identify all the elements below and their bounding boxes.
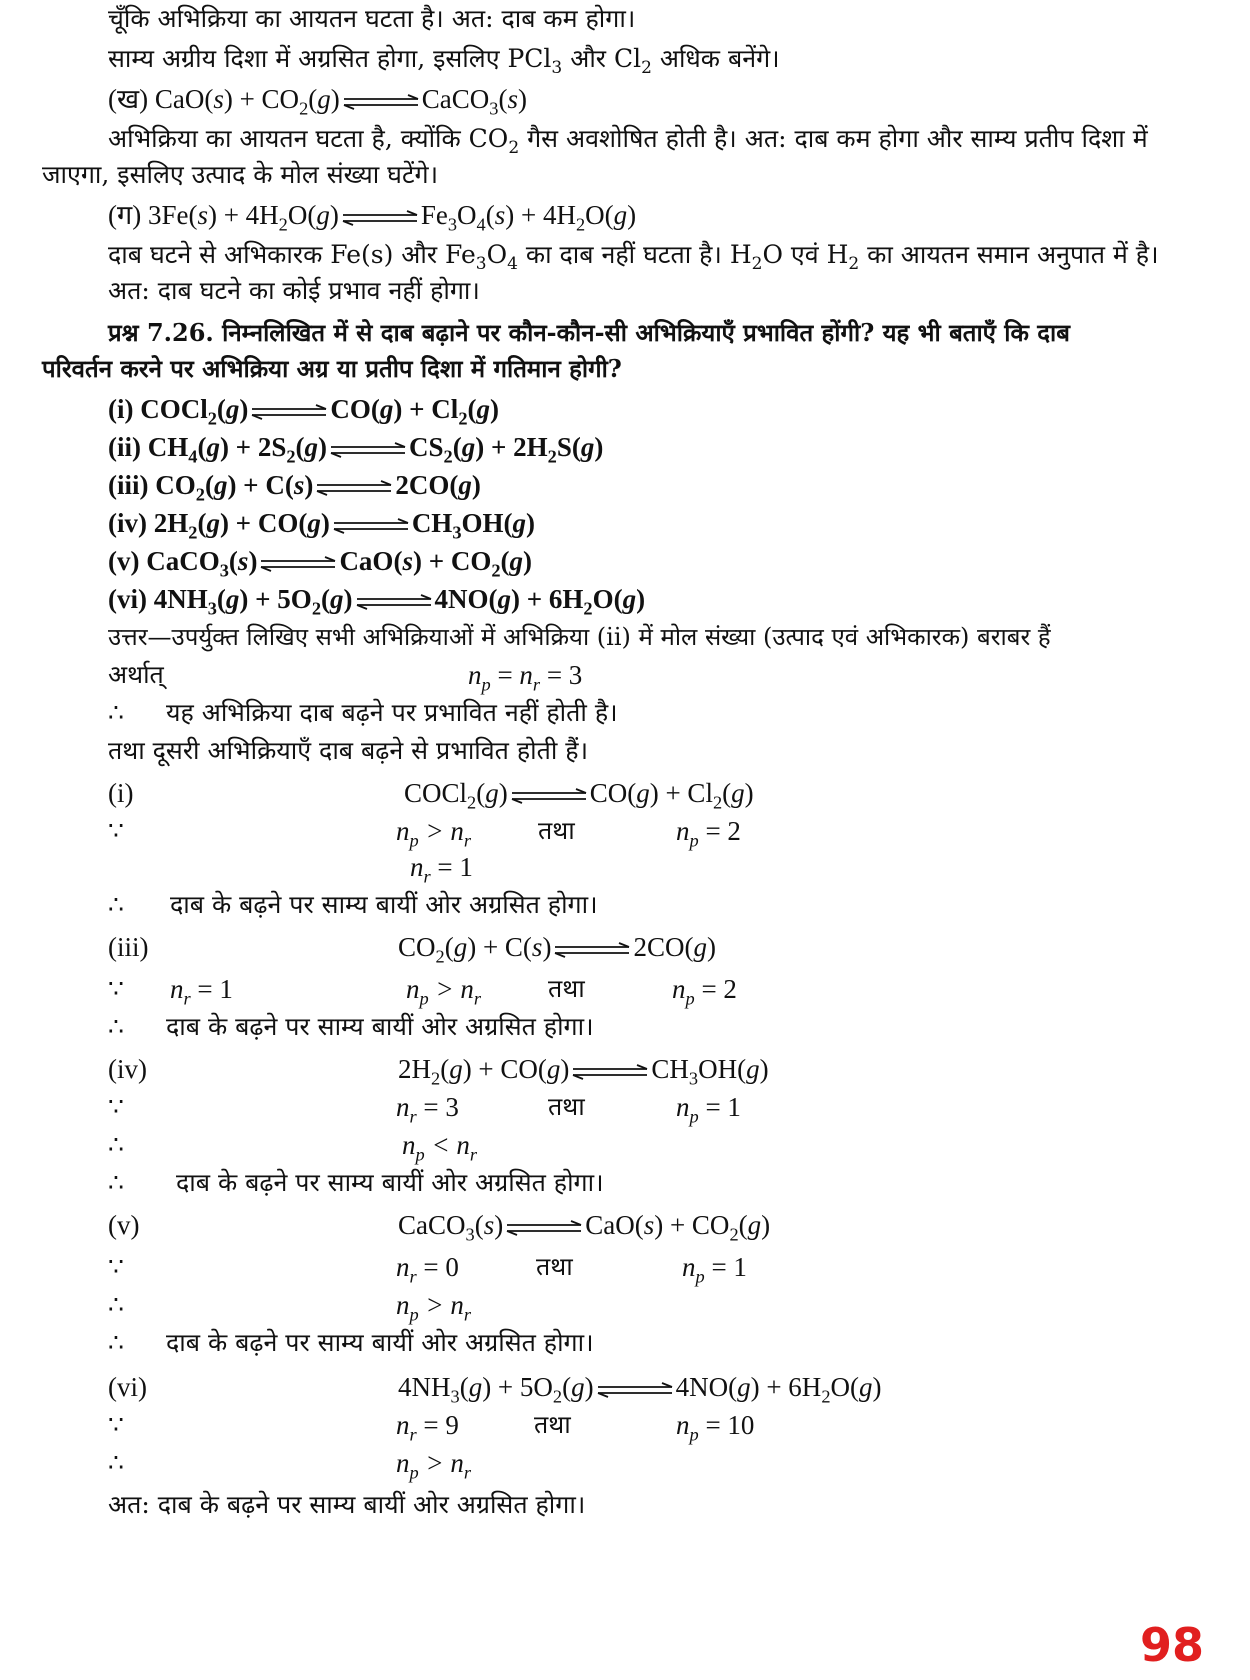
therefore-symbol: ∴ [108, 1130, 124, 1159]
text-fragment: गैस अवशोषित होती है। अत: दाब कम होगा और साम्य प्रतीप दिशा में [527, 124, 1148, 153]
value: = 3 [423, 1092, 459, 1122]
equation-np-nr: $n_p = n_r = 3$ [468, 660, 583, 695]
count: $n_r = 3$ [396, 1092, 459, 1127]
label: (vi) [108, 584, 147, 614]
text-line: यह अभिक्रिया दाब बढ़ने पर प्रभावित नहीं होती है। [166, 698, 618, 727]
text-fragment: अभिक्रिया का आयतन घटता है, क्योंकि CO [108, 124, 509, 153]
label: (iv) [108, 508, 147, 538]
equilibrium-arrow-icon [342, 94, 420, 110]
value: = 1 [197, 974, 233, 1004]
count: $n_p = 2$ [672, 974, 737, 1009]
label: (iv) [108, 1054, 147, 1084]
equilibrium-arrow-icon [315, 480, 393, 496]
tatha: तथा [536, 1252, 573, 1281]
text-fragment: और Cl [570, 44, 642, 73]
value: = 2 [701, 974, 737, 1004]
answer-line: उत्तर—उपर्युक्त लिखिए सभी अभिक्रियाओं में अभिक्रिया (ii) में मोल संख्या (उत्पाद एवं अभिकारक) बराबर हैं [108, 623, 1051, 651]
equation-iii: (iii) $CO_2(g) + C(s)$ 2CO(g) [108, 470, 481, 505]
value: = 2 [705, 816, 741, 846]
count: $n_p = 2$ [676, 816, 741, 851]
therefore-symbol: ∴ [108, 890, 124, 919]
equation-ga: (ग) $3Fe(s) + 4H_2O(g)$ $Fe_3O_4(s) + 4H_2O(g)$ [108, 200, 637, 235]
tatha: तथा [538, 816, 575, 845]
value: = 3 [546, 660, 583, 690]
text-line: अभिक्रिया का आयतन घटता है, क्योंकि $CO_2$ गैस अवशोषित होती है। अत: दाब कम होगा और साम्य प्रतीप दिशा में [108, 124, 1148, 158]
equilibrium-arrow-icon [332, 518, 410, 534]
text-line: अत: दाब के बढ़ने पर साम्य बायीं ओर अग्रसित होगा। [108, 1490, 586, 1519]
text-line: तथा दूसरी अभिक्रियाएँ दाब बढ़ने से प्रभावित होती हैं। [108, 736, 589, 765]
value: = 10 [705, 1410, 755, 1440]
value: = 9 [423, 1410, 459, 1440]
equilibrium-arrow-icon [510, 788, 588, 804]
count: $n_r = 1$ [410, 852, 473, 887]
count: $n_r = 1$ [170, 974, 233, 1009]
text-line: दाब घटने से अभिकारक Fe(s) और $Fe_3O_4$ का दाब नहीं घटता है। $H_2O$ एवं $H_2$ का आयतन समान अनुपात में है। [108, 240, 1159, 274]
label: (v) [108, 1210, 140, 1240]
because-symbol: ∵ [108, 974, 124, 1003]
equation-vi: (vi) $4NH_3(g) + 5O_2(g)$ $4NO(g) + 6H_2O(g)$ [108, 584, 646, 619]
text-line: चूँकि अभिक्रिया का आयतन घटता है। अत: दाब कम होगा। [108, 4, 636, 33]
text-fragment: दाब घटने से अभिकारक Fe(s) और Fe [108, 240, 476, 269]
because-symbol: ∵ [108, 816, 124, 845]
relation: $n_p > n_r$ [406, 974, 482, 1009]
equation: $4NH_3(g) + 5O_2(g)$ $4NO(g) + 6H_2O(g)$ [398, 1372, 882, 1407]
tatha: तथा [548, 1092, 585, 1121]
label: (vi) [108, 1372, 147, 1402]
equilibrium-arrow-icon [553, 942, 631, 958]
text-line: साम्य अग्रीय दिशा में अग्रसित होगा, इसलिए PCl$_3$ और $Cl_2$ अधिक बनेंगे। [108, 44, 780, 78]
text-line: दाब के बढ़ने पर साम्य बायीं ओर अग्रसित होगा। [170, 890, 598, 919]
equilibrium-arrow-icon [355, 594, 433, 610]
therefore-symbol: ∴ [108, 1448, 124, 1477]
value: = 0 [423, 1252, 459, 1282]
text-line: जाएगा, इसलिए उत्पाद के मोल संख्या घटेंगे। [42, 160, 439, 189]
value: = 1 [705, 1092, 741, 1122]
relation: $n_p > n_r$ [396, 1290, 472, 1325]
label: (ग) [108, 200, 142, 230]
tatha: तथा [548, 974, 585, 1003]
count: $n_p = 1$ [676, 1092, 741, 1127]
label: (ii) [108, 432, 141, 462]
because-symbol: ∵ [108, 1252, 124, 1281]
label: (iii) [108, 470, 149, 500]
equilibrium-arrow-icon [250, 404, 328, 420]
text-fragment: अधिक बनेंगे। [659, 44, 780, 73]
count: $n_p = 1$ [682, 1252, 747, 1287]
equilibrium-arrow-icon [505, 1220, 583, 1236]
equilibrium-arrow-icon [571, 1064, 649, 1080]
equilibrium-arrow-icon [329, 442, 407, 458]
value: = 1 [437, 852, 473, 882]
value: = 1 [711, 1252, 747, 1282]
text-fragment: का दाब नहीं घटता है। H [525, 240, 752, 269]
text-line: दाब के बढ़ने पर साम्य बायीं ओर अग्रसित होगा। [166, 1012, 594, 1041]
therefore-symbol: ∴ [108, 698, 124, 727]
question-heading: परिवर्तन करने पर अभिक्रिया अग्र या प्रतीप दिशा में गतिमान होगी? [42, 354, 622, 383]
equilibrium-arrow-icon [596, 1382, 674, 1398]
text-fragment: का आयतन समान अनुपात में है। [867, 240, 1159, 269]
page-number: 98 [1139, 1618, 1204, 1672]
label: (i) [108, 394, 134, 424]
relation: $n_p > n_r$ [396, 816, 472, 851]
equation-v: (v) CaCO$_3$(s) $CaO(s) + CO_2(g)$ [108, 546, 533, 581]
text-line: अर्थात् [108, 660, 164, 689]
equation: $CO_2(g) + C(s)$ 2CO(g) [398, 932, 716, 967]
text-line: दाब के बढ़ने पर साम्य बायीं ओर अग्रसित होगा। [176, 1168, 604, 1197]
therefore-symbol: ∴ [108, 1168, 124, 1197]
equation: COCl$_2$(g) $CO(g) + Cl_2(g)$ [404, 778, 754, 813]
label: (iii) [108, 932, 149, 962]
because-symbol: ∵ [108, 1092, 124, 1121]
equation-ii: (ii) $CH_4(g) + 2S_2(g)$ $CS_2(g) + 2H_2S(g)$ [108, 432, 604, 467]
equilibrium-arrow-icon [341, 210, 419, 226]
therefore-symbol: ∴ [108, 1012, 124, 1041]
equation: CaCO$_3$(s) $CaO(s) + CO_2(g)$ [398, 1210, 771, 1245]
label: (v) [108, 546, 140, 576]
therefore-symbol: ∴ [108, 1290, 124, 1319]
therefore-symbol: ∴ [108, 1328, 124, 1357]
text-fragment: साम्य अग्रीय दिशा में अग्रसित होगा, इसलिए PCl [108, 44, 552, 73]
question-heading: प्रश्न 7.26. निम्नलिखित में से दाब बढ़ाने पर कौन-कौन-सी अभिक्रियाएँ प्रभावित होंगी? यह भी बताएँ कि दाब [108, 318, 1070, 347]
relation: $n_p > n_r$ [396, 1448, 472, 1483]
equation-kha: (ख) $CaO(s) + CO_2(g)$ CaCO$_3$(s) [108, 84, 527, 119]
count: $n_p = 10$ [676, 1410, 755, 1445]
text-fragment: O एवं H [762, 240, 849, 269]
equation: $2H_2(g) + CO(g)$ $CH_3OH(g)$ [398, 1054, 769, 1089]
because-symbol: ∵ [108, 1410, 124, 1439]
text-line: अत: दाब घटने का कोई प्रभाव नहीं होगा। [108, 276, 480, 305]
label: (ख) [108, 84, 149, 114]
count: $n_r = 0$ [396, 1252, 459, 1287]
equilibrium-arrow-icon [259, 556, 337, 572]
tatha: तथा [534, 1410, 571, 1439]
text-line: दाब के बढ़ने पर साम्य बायीं ओर अग्रसित होगा। [166, 1328, 594, 1357]
equation-iv: (iv) $2H_2(g) + CO(g)$ $CH_3OH(g)$ [108, 508, 535, 543]
relation: $n_p < n_r$ [402, 1130, 478, 1165]
equation-i: (i) COCl$_2$(g) $CO(g) + Cl_2(g)$ [108, 394, 499, 429]
label: (i) [108, 778, 134, 808]
count: $n_r = 9$ [396, 1410, 459, 1445]
